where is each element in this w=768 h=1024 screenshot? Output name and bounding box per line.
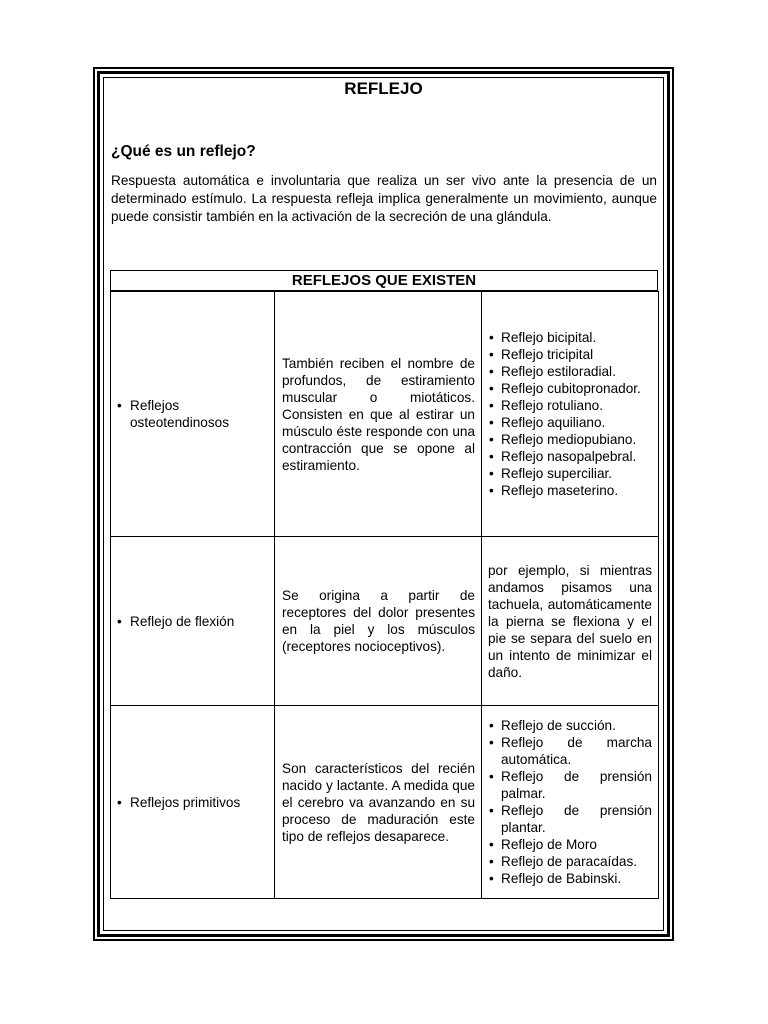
document-title: REFLEJO xyxy=(344,79,423,98)
list-item: • Reflejo tricipital xyxy=(488,346,652,363)
reflex-type: • Reflejos primitivos xyxy=(117,794,270,811)
list-item: • Reflejo nasopalpebral. xyxy=(488,448,652,465)
definition-paragraph: Respuesta automática e involuntaria que realiza un ser vivo ante la presencia de un determinado estímulo. La respuesta refleja implica generalmente un movimiento, aunque puede consistir también en la activación de la secreción de una glándula. xyxy=(111,173,657,224)
table-row xyxy=(111,292,659,537)
reflex-description: También reciben el nombre de profundos, de estiramiento muscular o miotáticos. Consisten en que al estirar un músculo éste responde con una contracción que se opone al estiramiento. xyxy=(275,292,482,537)
list-item: • Reflejo rotuliano. xyxy=(488,397,652,414)
reflex-description: Se origina a partir de receptores del dolor presentes en la piel y los músculos (receptores nocioceptivos). xyxy=(275,537,482,706)
examples-list xyxy=(488,717,652,887)
list-item: • Reflejo de paracaídas. xyxy=(488,853,652,870)
examples-list xyxy=(488,329,652,499)
table-row xyxy=(111,706,659,899)
reflex-example-text: por ejemplo, si mientras andamos pisamos una tachuela, automáticamente la pierna se flexiona y el pie se separa del suelo en un intento de minimizar el daño. xyxy=(482,537,659,706)
reflex-type-cell xyxy=(111,706,275,899)
list-item: • Reflejo bicipital. xyxy=(488,329,652,346)
list-item: • Reflejo estiloradial. xyxy=(488,363,652,380)
list-item: • Reflejo maseterino. xyxy=(488,482,652,499)
list-item: • Reflejo cubitopronador. xyxy=(488,380,652,397)
reflex-examples-cell xyxy=(482,706,659,899)
reflex-table xyxy=(110,291,659,899)
reflex-type: • Reflejos osteotendinosos xyxy=(117,397,270,431)
list-item: • Reflejo de Moro xyxy=(488,836,652,853)
reflex-type: • Reflejo de flexión xyxy=(117,613,270,630)
table-header: REFLEJOS QUE EXISTEN xyxy=(110,270,658,291)
list-item: • Reflejo de prensión palmar. xyxy=(488,768,652,802)
table-row xyxy=(111,537,659,706)
reflex-type-cell xyxy=(111,292,275,537)
reflex-examples-cell xyxy=(482,292,659,537)
list-item: • Reflejo de prensión plantar. xyxy=(488,802,652,836)
reflex-type-cell xyxy=(111,537,275,706)
list-item: • Reflejo superciliar. xyxy=(488,465,652,482)
section-question: ¿Qué es un reflejo? xyxy=(111,143,256,160)
list-item: • Reflejo aquiliano. xyxy=(488,414,652,431)
reflex-description: Son característicos del recién nacido y lactante. A medida que el cerebro va avanzando en su proceso de maduración este tipo de reflejos desaparece. xyxy=(275,706,482,899)
list-item: • Reflejo de succión. xyxy=(488,717,652,734)
list-item: • Reflejo mediopubiano. xyxy=(488,431,652,448)
list-item: • Reflejo de Babinski. xyxy=(488,870,652,887)
list-item: • Reflejo de marcha automática. xyxy=(488,734,652,768)
